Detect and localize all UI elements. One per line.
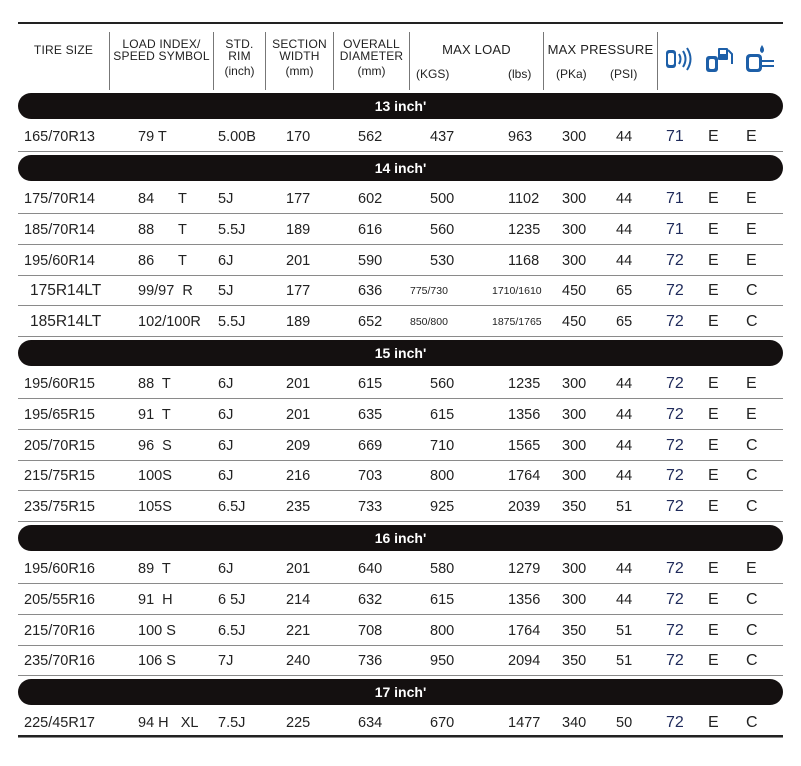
cell-section-width: 170 bbox=[286, 129, 311, 145]
cell-max-load-lbs: 1356 bbox=[508, 406, 541, 423]
cell-pressure-pka: 300 bbox=[562, 129, 587, 145]
cell-wet-rating: C bbox=[746, 436, 758, 454]
cell-tire-size: 215/75R15 bbox=[24, 468, 95, 485]
cell-section-width: 177 bbox=[286, 191, 311, 207]
cell-tire-size: 225/45R17 bbox=[24, 715, 95, 731]
cell-noise-rating: 72 bbox=[666, 282, 684, 300]
cell-pressure-psi: 50 bbox=[616, 715, 633, 731]
cell-pressure-psi: 65 bbox=[616, 314, 633, 331]
cell-section-width: 216 bbox=[286, 468, 311, 485]
cell-noise-rating: 72 bbox=[666, 405, 684, 423]
cell-noise-rating: 71 bbox=[666, 190, 684, 207]
cell-max-load-kgs: 925 bbox=[430, 499, 455, 516]
table-row bbox=[18, 492, 783, 522]
cell-wet-rating: C bbox=[746, 652, 758, 670]
top-rule bbox=[18, 22, 783, 24]
cell-tire-size: 195/60R14 bbox=[24, 252, 95, 269]
cell-fuel-rating: E bbox=[708, 190, 719, 207]
cell-noise-rating: 71 bbox=[666, 220, 684, 238]
cell-max-load-kgs: 775/730 bbox=[410, 285, 448, 298]
cell-tire-size: 185/70R14 bbox=[24, 221, 95, 238]
table-row bbox=[18, 554, 783, 584]
cell-fuel-rating: E bbox=[708, 405, 719, 423]
cell-wet-rating: C bbox=[746, 714, 758, 731]
cell-section-width: 235 bbox=[286, 499, 311, 516]
cell-noise-rating: 72 bbox=[666, 652, 684, 670]
table-row bbox=[18, 246, 783, 276]
cell-overall-diameter: 616 bbox=[358, 221, 383, 238]
cell-wet-rating: E bbox=[746, 251, 757, 269]
cell-load-index: 100S bbox=[138, 468, 172, 485]
cell-load-index: 84 T bbox=[138, 191, 187, 207]
table-row bbox=[18, 400, 783, 430]
cell-pressure-psi: 44 bbox=[616, 252, 633, 269]
cell-tire-size: 235/70R16 bbox=[24, 653, 95, 670]
header-max-load: MAX LOAD (KGS) (lbs) bbox=[410, 32, 544, 90]
table-row bbox=[18, 215, 783, 245]
bottom-rule bbox=[18, 735, 783, 737]
cell-std-rim: 6.5J bbox=[218, 499, 246, 516]
cell-pressure-pka: 450 bbox=[562, 314, 587, 331]
table-row bbox=[18, 708, 783, 738]
cell-overall-diameter: 602 bbox=[358, 191, 383, 207]
cell-tire-size: 195/60R15 bbox=[24, 376, 95, 392]
cell-overall-diameter: 635 bbox=[358, 406, 383, 423]
cell-wet-rating: E bbox=[746, 560, 757, 577]
cell-max-load-kgs: 800 bbox=[430, 468, 455, 485]
table-row bbox=[18, 307, 783, 337]
cell-pressure-pka: 300 bbox=[562, 252, 587, 269]
cell-wet-rating: C bbox=[746, 282, 758, 300]
table-row bbox=[18, 276, 783, 306]
cell-wet-rating: E bbox=[746, 405, 757, 423]
cell-overall-diameter: 733 bbox=[358, 499, 383, 516]
cell-section-width: 189 bbox=[286, 314, 311, 331]
cell-load-index: 106 S bbox=[138, 653, 176, 670]
cell-noise-rating: 72 bbox=[666, 251, 684, 269]
cell-std-rim: 6 5J bbox=[218, 591, 246, 608]
cell-overall-diameter: 634 bbox=[358, 715, 383, 731]
cell-tire-size: 175/70R14 bbox=[24, 191, 95, 207]
cell-pressure-pka: 300 bbox=[562, 191, 587, 207]
cell-tire-size: 215/70R16 bbox=[24, 622, 95, 639]
table-row bbox=[18, 431, 783, 461]
cell-pressure-psi: 51 bbox=[616, 622, 633, 639]
cell-std-rim: 6J bbox=[218, 437, 234, 454]
cell-overall-diameter: 590 bbox=[358, 252, 383, 269]
cell-fuel-rating: E bbox=[708, 467, 719, 485]
cell-tire-size: 165/70R13 bbox=[24, 129, 95, 145]
cell-std-rim: 6J bbox=[218, 252, 234, 269]
cell-load-index: 88 T bbox=[138, 221, 187, 238]
cell-overall-diameter: 562 bbox=[358, 129, 383, 145]
cell-max-load-kgs: 800 bbox=[430, 622, 455, 639]
cell-noise-rating: 71 bbox=[666, 128, 684, 145]
header-tire-size: TIRE SIZE bbox=[18, 32, 110, 90]
table-row bbox=[18, 616, 783, 646]
cell-section-width: 201 bbox=[286, 376, 311, 392]
cell-tire-size: 185R14LT bbox=[30, 313, 102, 331]
cell-max-load-lbs: 1235 bbox=[508, 376, 541, 392]
cell-tire-size: 235/75R15 bbox=[24, 499, 95, 516]
cell-wet-rating: C bbox=[746, 498, 758, 516]
cell-fuel-rating: E bbox=[708, 714, 719, 731]
size-band-4: 16 inch' bbox=[18, 525, 783, 551]
cell-max-load-lbs: 1279 bbox=[508, 561, 541, 577]
cell-load-index: 99/97 R bbox=[138, 283, 193, 300]
cell-pressure-psi: 44 bbox=[616, 221, 633, 238]
cell-max-load-kgs: 500 bbox=[430, 191, 455, 207]
cell-max-load-kgs: 437 bbox=[430, 129, 455, 145]
tire-fuel-icon bbox=[702, 42, 736, 76]
cell-section-width: 201 bbox=[286, 252, 311, 269]
table-header bbox=[18, 32, 783, 90]
cell-std-rim: 5.5J bbox=[218, 221, 246, 238]
cell-section-width: 201 bbox=[286, 406, 311, 423]
cell-overall-diameter: 669 bbox=[358, 437, 383, 454]
cell-pressure-pka: 350 bbox=[562, 499, 587, 516]
cell-max-load-lbs: 1565 bbox=[508, 437, 541, 454]
cell-pressure-psi: 44 bbox=[616, 591, 633, 608]
table-row bbox=[18, 369, 783, 399]
cell-wet-rating: C bbox=[746, 467, 758, 485]
cell-section-width: 240 bbox=[286, 653, 311, 670]
cell-std-rim: 6J bbox=[218, 561, 234, 577]
cell-section-width: 221 bbox=[286, 622, 311, 639]
size-band-5: 17 inch' bbox=[18, 679, 783, 705]
cell-load-index: 105S bbox=[138, 499, 172, 516]
cell-pressure-psi: 44 bbox=[616, 437, 633, 454]
cell-fuel-rating: E bbox=[708, 313, 719, 331]
cell-max-load-kgs: 615 bbox=[430, 406, 455, 423]
cell-max-load-lbs: 1875/1765 bbox=[492, 316, 542, 329]
cell-pressure-pka: 300 bbox=[562, 591, 587, 608]
cell-load-index: 96 S bbox=[138, 437, 172, 454]
table-row bbox=[18, 184, 783, 214]
cell-section-width: 189 bbox=[286, 221, 311, 238]
cell-wet-rating: E bbox=[746, 190, 757, 207]
header-section-width: SECTION WIDTH (mm) bbox=[266, 32, 334, 90]
size-band-2: 14 inch' bbox=[18, 155, 783, 181]
cell-max-load-lbs: 1168 bbox=[508, 252, 540, 269]
header-load-index: LOAD INDEX/ SPEED SYMBOL bbox=[110, 32, 214, 90]
cell-wet-rating: E bbox=[746, 220, 757, 238]
cell-fuel-rating: E bbox=[708, 251, 719, 269]
cell-max-load-lbs: 2094 bbox=[508, 653, 541, 670]
cell-wet-rating: C bbox=[746, 590, 758, 608]
cell-wet-rating: C bbox=[746, 621, 758, 639]
cell-overall-diameter: 708 bbox=[358, 622, 383, 639]
cell-std-rim: 6.5J bbox=[218, 622, 246, 639]
cell-pressure-pka: 300 bbox=[562, 437, 587, 454]
cell-noise-rating: 72 bbox=[666, 313, 684, 331]
cell-pressure-psi: 51 bbox=[616, 499, 633, 516]
cell-noise-rating: 72 bbox=[666, 375, 684, 392]
tire-wet-grip-icon bbox=[742, 42, 776, 76]
table-row bbox=[18, 585, 783, 615]
cell-max-load-lbs: 963 bbox=[508, 129, 533, 145]
cell-fuel-rating: E bbox=[708, 128, 719, 145]
cell-fuel-rating: E bbox=[708, 220, 719, 238]
cell-fuel-rating: E bbox=[708, 282, 719, 300]
cell-pressure-psi: 44 bbox=[616, 376, 633, 392]
table-row bbox=[18, 646, 783, 676]
cell-section-width: 201 bbox=[286, 561, 311, 577]
size-band-1: 13 inch' bbox=[18, 93, 783, 119]
cell-load-index: 91 T bbox=[138, 406, 171, 423]
cell-tire-size: 205/55R16 bbox=[24, 591, 95, 608]
cell-pressure-pka: 350 bbox=[562, 653, 587, 670]
cell-section-width: 177 bbox=[286, 283, 311, 300]
cell-section-width: 209 bbox=[286, 437, 311, 454]
cell-noise-rating: 72 bbox=[666, 714, 684, 731]
cell-std-rim: 6J bbox=[218, 376, 234, 392]
cell-std-rim: 6J bbox=[218, 406, 234, 423]
cell-pressure-psi: 44 bbox=[616, 191, 633, 207]
cell-noise-rating: 72 bbox=[666, 621, 684, 639]
cell-load-index: 88 T bbox=[138, 376, 171, 392]
cell-max-load-kgs: 580 bbox=[430, 561, 455, 577]
cell-max-load-lbs: 1477 bbox=[508, 715, 541, 731]
cell-std-rim: 5J bbox=[218, 283, 234, 300]
cell-wet-rating: C bbox=[746, 313, 758, 331]
cell-pressure-pka: 300 bbox=[562, 561, 587, 577]
cell-max-load-kgs: 560 bbox=[430, 221, 455, 238]
cell-std-rim: 5.00B bbox=[218, 129, 256, 145]
cell-pressure-pka: 450 bbox=[562, 283, 587, 300]
cell-fuel-rating: E bbox=[708, 375, 719, 392]
cell-noise-rating: 72 bbox=[666, 467, 684, 485]
cell-pressure-pka: 300 bbox=[562, 221, 587, 238]
cell-max-load-lbs: 1764 bbox=[508, 622, 541, 639]
cell-pressure-pka: 300 bbox=[562, 468, 587, 485]
tire-spec-sheet bbox=[18, 0, 783, 766]
cell-std-rim: 6J bbox=[218, 468, 234, 485]
cell-fuel-rating: E bbox=[708, 436, 719, 454]
cell-pressure-psi: 51 bbox=[616, 653, 633, 670]
size-band-3: 15 inch' bbox=[18, 340, 783, 366]
cell-overall-diameter: 703 bbox=[358, 468, 383, 485]
cell-pressure-psi: 44 bbox=[616, 561, 633, 577]
cell-max-load-kgs: 710 bbox=[430, 437, 455, 454]
cell-load-index: 91 H bbox=[138, 591, 173, 608]
cell-load-index: 94 H XL bbox=[138, 715, 199, 731]
cell-fuel-rating: E bbox=[708, 590, 719, 608]
cell-max-load-kgs: 670 bbox=[430, 715, 455, 731]
cell-std-rim: 5J bbox=[218, 191, 234, 207]
cell-overall-diameter: 636 bbox=[358, 283, 383, 300]
cell-load-index: 79 T bbox=[138, 129, 167, 145]
tire-noise-icon bbox=[660, 42, 694, 76]
cell-max-load-kgs: 530 bbox=[430, 252, 455, 269]
cell-pressure-pka: 300 bbox=[562, 406, 587, 423]
cell-pressure-pka: 340 bbox=[562, 715, 587, 731]
cell-max-load-kgs: 615 bbox=[430, 591, 455, 608]
cell-std-rim: 7.5J bbox=[218, 715, 246, 731]
cell-section-width: 225 bbox=[286, 715, 311, 731]
cell-fuel-rating: E bbox=[708, 652, 719, 670]
cell-overall-diameter: 632 bbox=[358, 591, 383, 608]
table-row bbox=[18, 461, 783, 491]
cell-noise-rating: 72 bbox=[666, 498, 684, 516]
cell-overall-diameter: 615 bbox=[358, 376, 383, 392]
cell-overall-diameter: 640 bbox=[358, 561, 383, 577]
cell-fuel-rating: E bbox=[708, 621, 719, 639]
cell-std-rim: 7J bbox=[218, 653, 234, 670]
cell-pressure-psi: 65 bbox=[616, 283, 633, 300]
cell-max-load-lbs: 1235 bbox=[508, 221, 541, 238]
header-std-rim: STD. RIM (inch) bbox=[214, 32, 266, 90]
cell-max-load-lbs: 1102 bbox=[508, 191, 540, 207]
cell-max-load-lbs: 2039 bbox=[508, 499, 541, 516]
cell-pressure-pka: 300 bbox=[562, 376, 587, 392]
cell-max-load-kgs: 950 bbox=[430, 653, 455, 670]
cell-std-rim: 5.5J bbox=[218, 314, 246, 331]
cell-tire-size: 175R14LT bbox=[30, 282, 102, 300]
cell-overall-diameter: 652 bbox=[358, 314, 383, 331]
cell-noise-rating: 72 bbox=[666, 560, 684, 577]
cell-section-width: 214 bbox=[286, 591, 311, 608]
cell-load-index: 102/100R bbox=[138, 314, 201, 331]
cell-noise-rating: 72 bbox=[666, 436, 684, 454]
header-overall-diameter: OVERALL DIAMETER (mm) bbox=[334, 32, 410, 90]
cell-load-index: 86 T bbox=[138, 252, 187, 269]
cell-noise-rating: 72 bbox=[666, 590, 684, 608]
header-max-pressure: MAX PRESSURE (PKa) (PSI) bbox=[544, 32, 658, 90]
table-row bbox=[18, 122, 783, 152]
cell-pressure-pka: 350 bbox=[562, 622, 587, 639]
cell-max-load-lbs: 1710/1610 bbox=[492, 285, 542, 298]
cell-fuel-rating: E bbox=[708, 560, 719, 577]
cell-fuel-rating: E bbox=[708, 498, 719, 516]
cell-load-index: 100 S bbox=[138, 622, 176, 639]
cell-pressure-psi: 44 bbox=[616, 129, 633, 145]
cell-overall-diameter: 736 bbox=[358, 653, 383, 670]
cell-load-index: 89 T bbox=[138, 561, 171, 577]
cell-pressure-psi: 44 bbox=[616, 406, 633, 423]
cell-pressure-psi: 44 bbox=[616, 468, 633, 485]
cell-max-load-lbs: 1764 bbox=[508, 468, 541, 485]
cell-tire-size: 195/65R15 bbox=[24, 406, 95, 423]
cell-wet-rating: E bbox=[746, 375, 757, 392]
cell-max-load-kgs: 560 bbox=[430, 376, 455, 392]
cell-wet-rating: E bbox=[746, 128, 757, 145]
cell-max-load-lbs: 1356 bbox=[508, 591, 541, 608]
cell-tire-size: 195/60R16 bbox=[24, 561, 95, 577]
cell-max-load-kgs: 850/800 bbox=[410, 316, 448, 329]
cell-tire-size: 205/70R15 bbox=[24, 437, 95, 454]
